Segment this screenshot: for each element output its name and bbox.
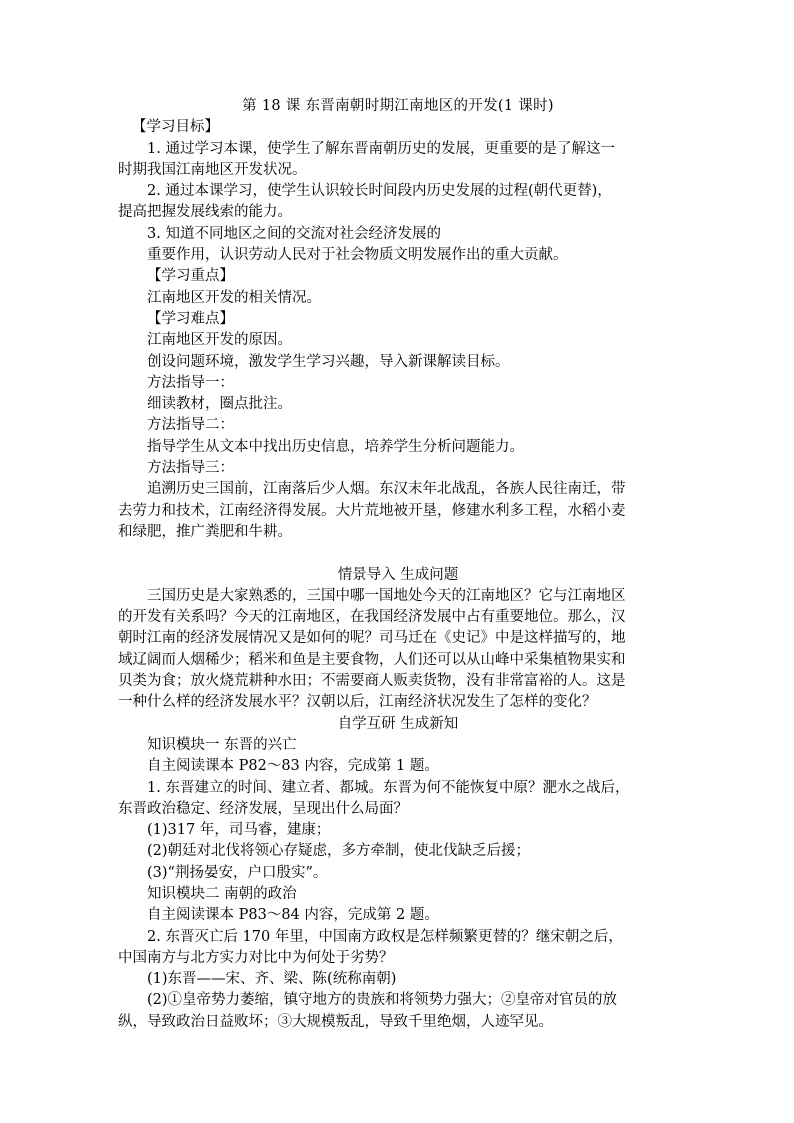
intro-text: 创设问题环境，激发学生学习兴趣，导入新课解读目标。 — [147, 353, 510, 370]
method-2-text: 指导学生从文本中找出历史信息，培养学生分析问题能力。 — [147, 438, 524, 455]
key-points-text: 江南地区开发的相关情况。 — [147, 289, 321, 306]
scene-line-2: 的开发有关系吗？今天的江南地区，在我国经济发展中占有重要地位。那么，汉 — [118, 609, 626, 626]
goals-header: 【学习目标】 — [132, 119, 219, 136]
module-1-title: 知识模块一 东晋的兴亡 — [147, 736, 297, 753]
scene-line-6: 一种什么样的经济发展水平？汉朝以后，江南经济状况发生了怎样的变化？ — [118, 694, 597, 711]
method-3-line-2: 去劳力和技术，江南经济得发展。大片荒地被开垦，修建水利多工程，水稻小麦 — [118, 502, 626, 519]
module-2-reading: 自主阅读课本 P83～84 内容，完成第 2 题。 — [147, 907, 439, 924]
section-2-title: 自学互研 生成新知 — [337, 715, 459, 732]
goal-3-line-1: 3. 知道不同地区之间的交流对社会经济发展的 — [147, 225, 441, 242]
answer-1-1: (1)317 年，司马睿，建康； — [147, 822, 331, 839]
method-1-label: 方法指导一： — [147, 374, 234, 391]
answer-1-2: (2)朝廷对北伐将领心存疑虑，多方牵制，使北伐缺乏后援； — [147, 843, 531, 860]
difficulty-header: 【学习难点】 — [147, 310, 234, 327]
goal-2-line-1: 2. 通过本课学习，使学生认识较长时间段内历史发展的过程(朝代更替)， — [147, 183, 612, 200]
question-2-line-1: 2. 东晋灭亡后 170 年里，中国南方政权是怎样频繁更替的？继宋朝之后， — [147, 928, 623, 945]
scene-line-4: 域辽阔而人烟稀少；稻米和鱼是主要食物，人们还可以从山峰中采集植物果实和 — [118, 651, 626, 668]
goal-1-line-1: 1. 通过学习本课，使学生了解东晋南朝历史的发展，更重要的是了解这一 — [147, 140, 615, 157]
key-points-header: 【学习重点】 — [147, 268, 234, 285]
question-1-line-1: 1. 东晋建立的时间、建立者、都城。东晋为何不能恢复中原？淝水之战后， — [147, 779, 630, 796]
answer-2-2-line-2: 纵，导致政治日益败坏；③大规模叛乱，导致千里绝烟，人迹罕见。 — [118, 1013, 553, 1030]
answer-2-1: (1)东晋——宋、齐、梁、陈(统称南朝) — [147, 971, 397, 988]
scene-line-5: 贝类为食；放火烧荒耕种水田；不需要商人贩卖货物，没有非常富裕的人。这是 — [118, 673, 626, 690]
blank-line — [118, 543, 678, 564]
question-1-line-2: 东晋政治稳定、经济发展，呈现出什么局面？ — [118, 800, 408, 817]
answer-2-2-line-1: (2)①皇帝势力萎缩，镇守地方的贵族和将领势力强大；②皇帝对官员的放 — [147, 992, 618, 1009]
goal-1-line-2: 时期我国江南地区开发状况。 — [118, 161, 307, 178]
method-3-line-1: 追溯历史三国前，江南落后少人烟。东汉末年北战乱，各族人民往南迁，带 — [147, 481, 626, 498]
scene-line-1: 三国历史是大家熟悉的，三国中哪一国地处今天的江南地区？它与江南地区 — [147, 587, 626, 604]
answer-1-3: (3)“荆扬晏安，户口殷实”。 — [147, 864, 328, 881]
module-1-reading: 自主阅读课本 P82～83 内容，完成第 1 题。 — [147, 758, 439, 775]
goal-3-line-2: 重要作用，认识劳动人民对于社会物质文明发展作出的重大贡献。 — [147, 247, 568, 264]
module-2-title: 知识模块二 南朝的政治 — [147, 885, 297, 902]
method-3-label: 方法指导三： — [147, 460, 234, 477]
method-3-line-3: 和绿肥，推广粪肥和牛耕。 — [118, 523, 292, 540]
difficulty-text: 江南地区开发的原因。 — [147, 332, 292, 349]
lesson-title: 第 18 课 东晋南朝时期江南地区的开发(1 课时) — [242, 98, 554, 114]
question-2-line-2: 中国南方与北方实力对比中为何处于劣势？ — [118, 949, 394, 966]
scene-line-3: 朝时江南的经济发展情况又是如何的呢？司马迁在《史记》中是这样描写的，地 — [118, 630, 626, 647]
method-2-label: 方法指导二： — [147, 417, 234, 434]
document-page — [118, 96, 678, 1033]
section-1-title: 情景导入 生成问题 — [337, 566, 459, 583]
goal-2-line-2: 提高把握发展线索的能力。 — [118, 204, 292, 221]
method-1-text: 细读教材，圈点批注。 — [147, 396, 292, 413]
